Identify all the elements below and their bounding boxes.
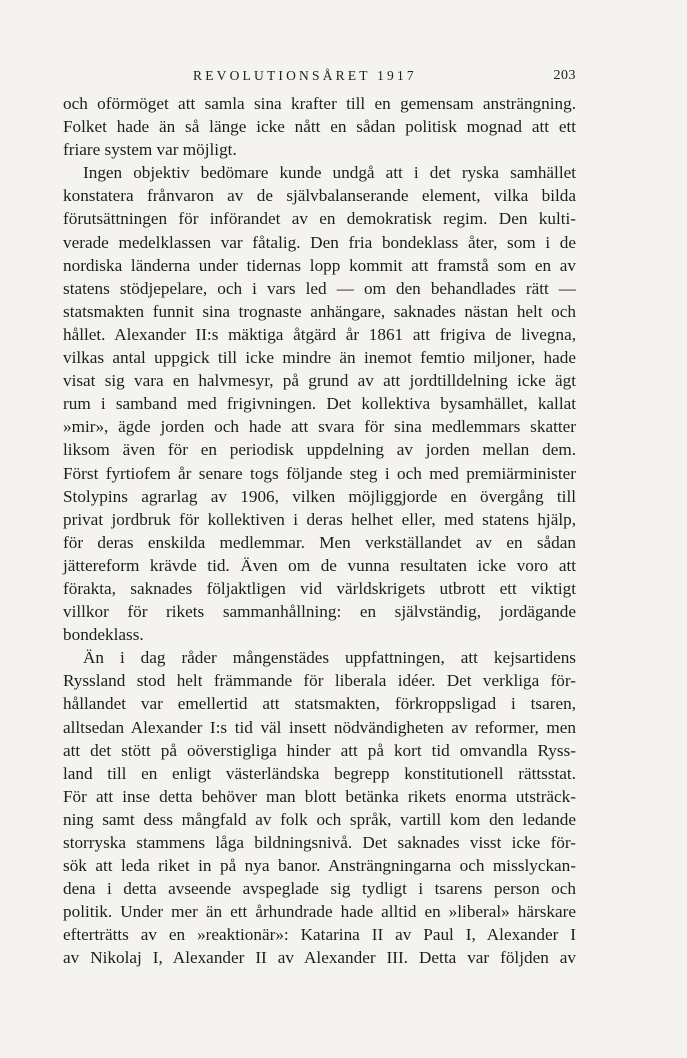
text-line: Ingen objektiv bedömare kunde undgå att i det ryska samhället — [83, 163, 576, 183]
text-line: Ryssland stod helt främmande för liberala idéer. Det verkliga för- — [63, 671, 576, 691]
text-line: och oförmöget att samla sina krafter till en gemensam ansträngning. — [63, 94, 576, 113]
running-head — [63, 62, 576, 92]
text-line: efterträtts av en »reaktionär»: Katarina II av Paul I, Alexander I — [63, 925, 576, 945]
text-line: Stolypins agrarlag av 1906, vilken möjliggjorde en övergång till — [63, 486, 576, 506]
text-line: alltsedan Alexander I:s tid väl insett nödvändigheten av reformer, men — [63, 717, 576, 737]
text-line: förutsättningen för införandet av en demokratisk regim. Den kulti- — [63, 209, 576, 229]
text-line: storryska stammens låga bildningsnivå. Det saknades visst icke för- — [63, 833, 576, 852]
paragraph — [63, 92, 576, 161]
text-line: konstatera frånvaron av de självbalanserande element, vilka bilda — [63, 186, 576, 206]
text-line: bondeklass. — [63, 625, 144, 645]
text-line: sök att leda riket in på nya banor. Ansträngningarna och misslyckan- — [63, 856, 576, 876]
text-line: Folket hade än så länge icke nått en sådan politisk mognad att ett — [63, 117, 576, 137]
text-line: liksom även för en periodisk uppdelning av jorden mellan dem. — [63, 440, 576, 460]
paragraph — [63, 646, 576, 969]
text-line: Än i dag råder mångenstädes uppfattningen, att kejsartidens — [83, 648, 576, 668]
body-text — [63, 92, 576, 970]
text-line: hållet. Alexander II:s mäktiga åtgärd år 1861 att frigiva de livegna, — [63, 324, 576, 344]
text-line: »mir», ägde jorden och hade att svara för sina medlemmars skatter — [63, 417, 576, 437]
text-line: rum i samband med frigivningen. Det kollektiva bysamhället, kallat — [63, 394, 576, 414]
text-line: friare system var möjligt. — [63, 140, 237, 160]
text-line: nordiska länderna under tidernas lopp kommit att framstå som en av — [63, 255, 576, 275]
text-line: villkor för rikets sammanhållning: en självständig, jordägande — [63, 602, 576, 622]
text-line: hållandet var emellertid att statsmakten, förkroppsligad i tsaren, — [63, 694, 576, 714]
text-line: för deras enskilda medlemmar. Men verkställandet av en sådan — [63, 532, 576, 552]
text-line: För att inse detta behöver man blott betänka rikets enorma utsträck- — [63, 786, 576, 806]
text-line: att det stött på oöverstigliga hinder att på kort tid omvandla Ryss- — [63, 740, 576, 760]
book-page — [63, 62, 576, 970]
text-line: land till en enligt västerländska begrepp konstitutionell rättsstat. — [63, 763, 576, 783]
paragraph — [63, 161, 576, 646]
text-line: jättereform krävde tid. Även om de vunna resultaten icke voro att — [63, 555, 576, 575]
page-number: 203 — [553, 68, 576, 83]
text-line: av Nikolaj I, Alexander II av Alexander III. Detta var följden av — [63, 948, 576, 968]
text-line: ning samt dess mångfald av folk och språk, vartill kom den ledande — [63, 809, 576, 829]
text-line: visat sig vara en halvmesyr, på grund av att jordtilldelning icke ägt — [63, 371, 576, 391]
text-line: verade medelklassen var fåtalig. Den fria bondeklass åter, som i de — [63, 232, 576, 252]
running-head-title: REVOLUTIONSÅRET 1917 — [193, 68, 417, 83]
text-line: privat jordbruk för kollektiven i deras helhet eller, med statens hjälp, — [63, 509, 576, 529]
text-line: dena i detta avseende avspeglade sig tydligt i tsarens person och — [63, 879, 576, 899]
text-line: förakta, saknades följaktligen vid världskrigets utbrott ett viktigt — [63, 578, 576, 598]
text-line: Först fyrtiofem år senare togs följande steg i och med premiärminister — [63, 463, 576, 483]
text-line: politik. Under mer än ett århundrade hade alltid en »liberal» härskare — [63, 902, 576, 922]
text-line: vilkas antal uppgick till icke mindre än inemot femtio miljoner, hade — [63, 348, 576, 368]
text-line: statsmakten funnit sina trognaste anhängare, saknades nästan helt och — [63, 301, 576, 321]
text-line: statens stödjepelare, och i vars led — om den behandlades rätt — — [63, 278, 576, 298]
